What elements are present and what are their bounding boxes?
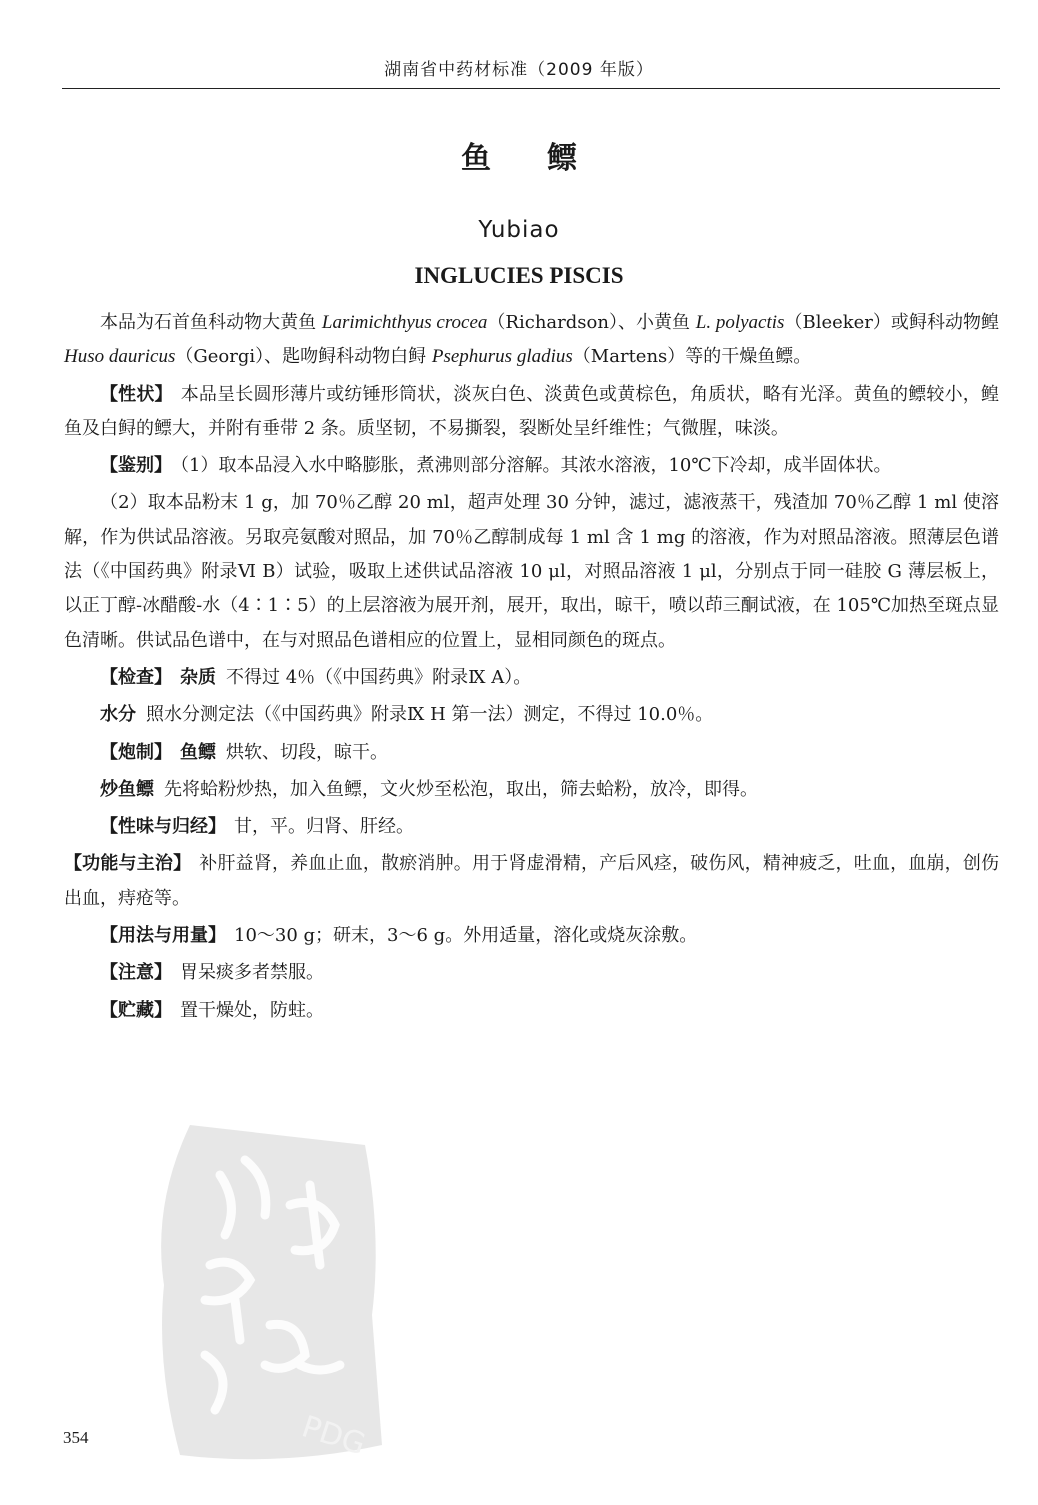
section-nature-meridian bbox=[64, 810, 999, 844]
running-header: 湖南省中药材标准（2009 年版） bbox=[384, 60, 654, 80]
section-label: 【性状】 bbox=[100, 383, 173, 405]
species-name-3: Huso dauricus bbox=[64, 346, 176, 368]
section-text: 补肝益肾，养血止血，散瘀消肿。用于肾虚滑精，产后风痉，破伤风，精神疲乏，吐血，血崩，创伤出血，痔疮等。 bbox=[64, 853, 1000, 909]
section-dosage bbox=[64, 919, 999, 953]
section-label: 【鉴别】 bbox=[100, 455, 172, 477]
species-name-1: Larimichthyus crocea bbox=[321, 312, 488, 333]
section-identification bbox=[64, 449, 999, 483]
section-caution bbox=[64, 956, 999, 990]
section-text: 10～30 g；研末，3～6 g。外用适量，溶化或烧灰涂敷。 bbox=[234, 925, 698, 947]
species-name-2: L. polyactis bbox=[695, 312, 785, 333]
section-text: 先将蛤粉炒热，加入鱼鳔，文火炒至松泡，取出，筛去蛤粉，放冷，即得。 bbox=[164, 778, 758, 800]
species-name-4: Psephurus gladius bbox=[431, 346, 573, 368]
sub-label: 炒鱼鳔 bbox=[100, 778, 154, 800]
section-text: （1）取本品浸入水中略膨胀，煮沸则部分溶解。其浓水溶液，10℃下冷却，成半固体状。 bbox=[180, 455, 892, 477]
watermark-seal bbox=[150, 1115, 385, 1470]
watermark-text: PDG bbox=[297, 1409, 370, 1463]
section-label: 【贮藏】 bbox=[100, 999, 172, 1021]
monograph-body bbox=[64, 306, 999, 1031]
page-number: 354 bbox=[63, 1428, 89, 1447]
section-label: 【性味与归经】 bbox=[100, 816, 226, 838]
section-text: 甘，平。归肾、肝经。 bbox=[234, 816, 414, 838]
page-title: 鱼鳔 bbox=[461, 141, 633, 176]
section-label: 【功能与主治】 bbox=[64, 853, 192, 875]
processing-fried bbox=[64, 773, 999, 807]
inspection-moisture bbox=[64, 698, 999, 732]
source-text-1: 本品为石首鱼科动物大黄鱼 bbox=[100, 312, 322, 333]
section-inspection bbox=[64, 661, 999, 695]
section-label: 【检查】 bbox=[100, 666, 172, 688]
section-processing bbox=[64, 736, 999, 770]
pinyin-name: Yubiao bbox=[478, 217, 560, 243]
sub-label: 水分 bbox=[100, 704, 136, 726]
source-text-2: （Richardson）、小黄鱼 bbox=[487, 312, 696, 333]
source-text-5: （Martens）等的干燥鱼鳔。 bbox=[572, 346, 812, 368]
section-label: 【注意】 bbox=[100, 962, 172, 984]
latin-name: INGLUCIES PISCIS bbox=[414, 263, 624, 288]
section-storage bbox=[64, 994, 999, 1028]
section-text: （2）取本品粉末 1 g，加 70％乙醇 20 ml，超声处理 30 分钟，滤过，滤液蒸干，残渣加 70％乙醇 1 ml 使溶解，作为供试品溶液。另取亮氨酸对照品，加 70％乙醇制成每 1 ml 含 1 mg 的溶液，作为对照品溶液。照薄层色谱法（《中国药典》附录Ⅵ B）试验，吸取上述供试品溶液 10 μl，对照品溶液 1 μl，分别点于同一硅胶 G 薄层板上，以正丁醇-冰醋酸-水（4∶1∶5）的上层溶液为展开剂，展开，取出，晾干，喷以茚三酮试液，在 105℃加热至斑点显色清晰。供试品色谱中，在与对照品色谱相应的位置上，显相同颜色的斑点。 bbox=[64, 492, 999, 651]
identification-tlc bbox=[64, 486, 999, 657]
section-text: 本品呈长圆形薄片或纺锤形筒状，淡灰白色、淡黄色或黄棕色，角质状，略有光泽。黄鱼的鳔较小，鳇鱼及白鲟的鳔大，并附有垂带 2 条。质坚韧，不易撕裂，裂断处呈纤维性；气微腥，味淡。 bbox=[64, 383, 999, 439]
source-paragraph bbox=[64, 306, 999, 375]
header-rule bbox=[62, 88, 1000, 89]
sub-label: 鱼鳔 bbox=[180, 741, 216, 763]
section-text: 不得过 4％（《中国药典》附录Ⅸ A）。 bbox=[226, 666, 532, 688]
section-text: 照水分测定法（《中国药典》附录Ⅸ H 第一法）测定，不得过 10.0％。 bbox=[146, 704, 714, 726]
source-text-4: （Georgi）、匙吻鲟科动物白鲟 bbox=[175, 346, 432, 368]
section-label: 【炮制】 bbox=[100, 741, 172, 763]
section-label: 【用法与用量】 bbox=[100, 925, 226, 947]
section-description bbox=[64, 378, 999, 447]
section-function bbox=[64, 847, 999, 916]
sub-label: 杂质 bbox=[180, 666, 216, 688]
section-text: 置干燥处，防蛀。 bbox=[180, 999, 324, 1021]
section-text: 烘软、切段，晾干。 bbox=[226, 741, 388, 763]
section-text: 胃呆痰多者禁服。 bbox=[180, 962, 324, 984]
source-text-3: （Bleeker）或鲟科动物鳇 bbox=[784, 312, 999, 333]
